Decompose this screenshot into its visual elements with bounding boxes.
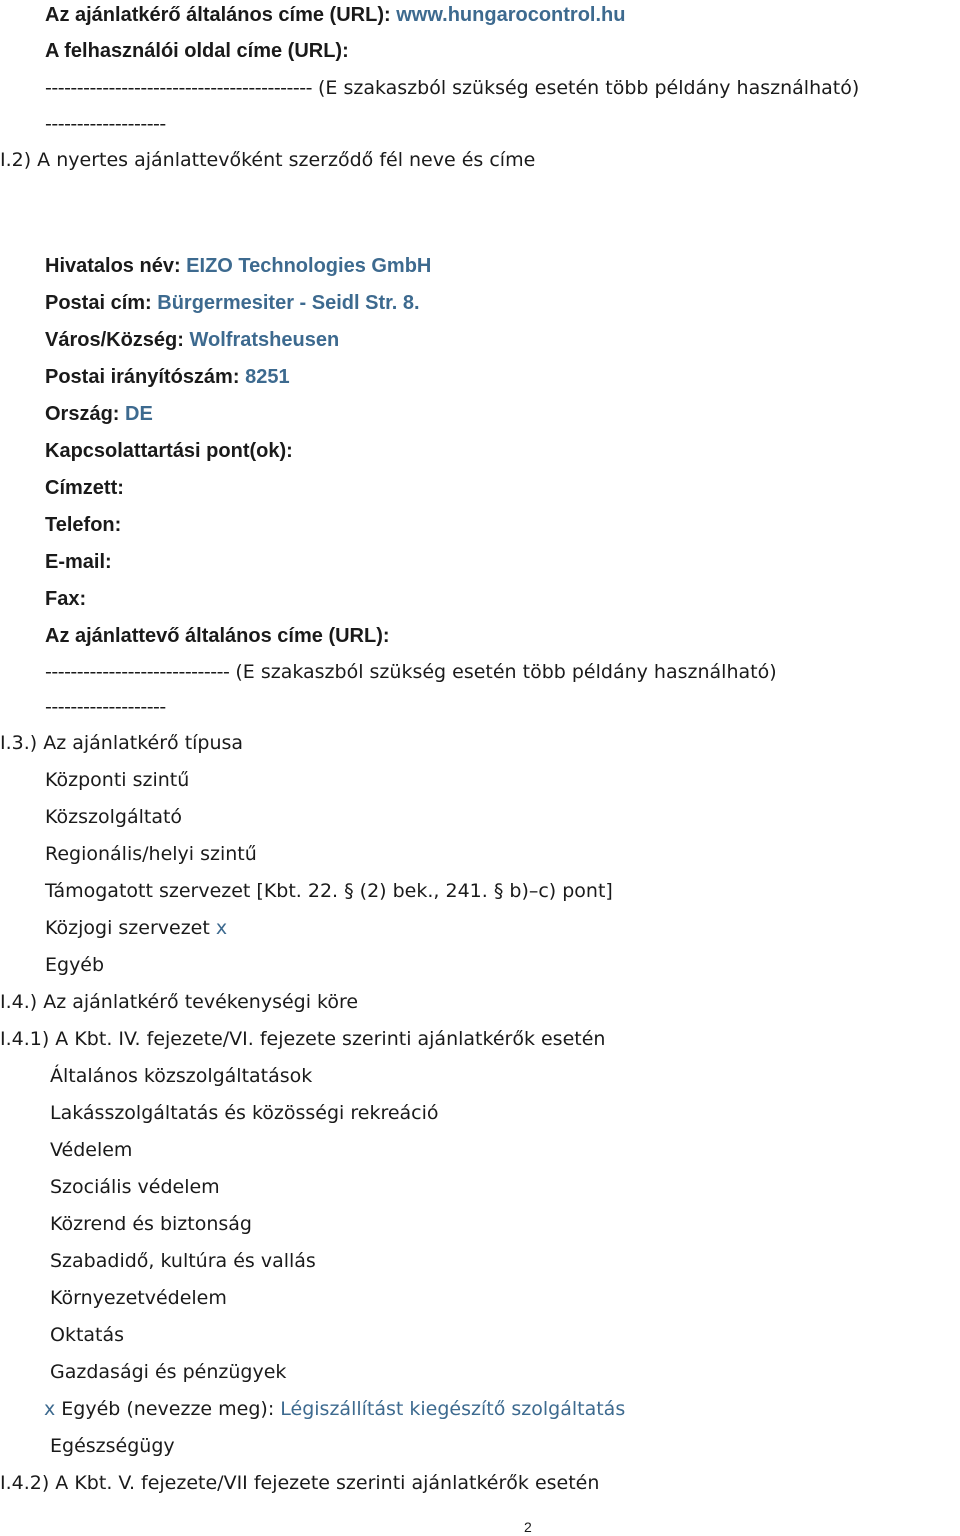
activity-item: Közrend és biztonság [50, 1213, 252, 1235]
postcode-label: Postai irányítószám: [45, 366, 240, 388]
winner-repeat-note: (E szakaszból szükség esetén több példány használható) [235, 661, 777, 683]
city-line [45, 327, 339, 353]
country-line [45, 401, 153, 427]
postal-address-line [45, 290, 420, 316]
official-name-line [45, 253, 431, 279]
country-label: Ország: [45, 403, 120, 425]
activity-item: Általános közszolgáltatások [50, 1065, 313, 1087]
contact-points-label: Kapcsolattartási pont(ok): [45, 440, 293, 462]
city-label: Város/Község: [45, 329, 184, 351]
activity-item: Környezetvédelem [50, 1287, 227, 1309]
authority-url-label: Az ajánlatkérő általános címe (URL): [45, 4, 391, 26]
authority-url-value: www.hungarocontrol.hu [396, 4, 626, 26]
activity-item: Gazdasági és pénzügyek [50, 1361, 287, 1383]
authority-type-option-selected [45, 915, 227, 941]
winner-url-label: Az ajánlattevő általános címe (URL): [45, 625, 390, 647]
postal-address-value: Bürgermesiter - Seidl Str. 8. [157, 292, 420, 314]
country-value: DE [125, 403, 153, 425]
authority-url-line [45, 2, 625, 28]
activity-item: Oktatás [50, 1324, 125, 1346]
authority-type-option: Egyéb [45, 954, 105, 976]
authority-repeat-dashes: ------------------------------------------ [45, 77, 312, 99]
page-number: 2 [524, 1519, 532, 1535]
activity-health: Egészségügy [50, 1435, 175, 1457]
authority-type-option-label: Közjogi szervezet [45, 917, 210, 939]
selected-mark: x [215, 917, 228, 939]
authority-type-heading: I.3.) Az ajánlatkérő típusa [0, 732, 244, 754]
authority-repeat-line [45, 75, 859, 101]
phone-label: Telefon: [45, 514, 122, 536]
winner-end-dashes: ------------------- [45, 696, 166, 718]
activity-item: Szabadidő, kultúra és vallás [50, 1250, 316, 1272]
authority-type-option: Támogatott szervezet [Kbt. 22. § (2) bek., 241. § b)–c) pont] [45, 880, 613, 902]
activity-other-line [44, 1396, 625, 1422]
winner-repeat-line [45, 659, 777, 685]
fax-label: Fax: [45, 588, 87, 610]
activity-subheading-2: I.4.2) A Kbt. V. fejezete/VII fejezete szerinti ajánlatkérők esetén [0, 1472, 600, 1494]
authority-repeat-note: (E szakaszból szükség esetén több példány használható) [318, 77, 860, 99]
postcode-line [45, 364, 290, 390]
activity-other-label: Egyéb (nevezze meg): [61, 1398, 275, 1420]
authority-type-option: Regionális/helyi szintű [45, 843, 257, 865]
authority-end-dashes: ------------------- [45, 113, 166, 135]
postal-address-label: Postai cím: [45, 292, 152, 314]
authority-type-option: Közszolgáltató [45, 806, 183, 828]
winner-heading: I.2) A nyertes ajánlattevőként szerződő fél neve és címe [0, 149, 536, 171]
activity-heading: I.4.) Az ajánlatkérő tevékenységi köre [0, 991, 359, 1013]
other-selected-mark: x [44, 1398, 56, 1420]
activity-item: Lakásszolgáltatás és közösségi rekreáció [50, 1102, 439, 1124]
activity-item: Védelem [50, 1139, 133, 1161]
buyer-profile-label: A felhasználói oldal címe (URL): [45, 40, 349, 62]
postcode-value: 8251 [245, 366, 290, 388]
official-name-value: EIZO Technologies GmbH [186, 255, 432, 277]
activity-item: Szociális védelem [50, 1176, 220, 1198]
authority-type-option: Központi szintű [45, 769, 190, 791]
addressee-label: Címzett: [45, 477, 124, 499]
email-label: E-mail: [45, 551, 112, 573]
activity-other-value: Légiszállítást kiegészítő szolgáltatás [280, 1398, 626, 1420]
official-name-label: Hivatalos név: [45, 255, 181, 277]
winner-repeat-dashes: ----------------------------- [45, 661, 230, 683]
city-value: Wolfratsheusen [189, 329, 340, 351]
activity-subheading-1: I.4.1) A Kbt. IV. fejezete/VI. fejezete szerinti ajánlatkérők esetén [0, 1028, 606, 1050]
